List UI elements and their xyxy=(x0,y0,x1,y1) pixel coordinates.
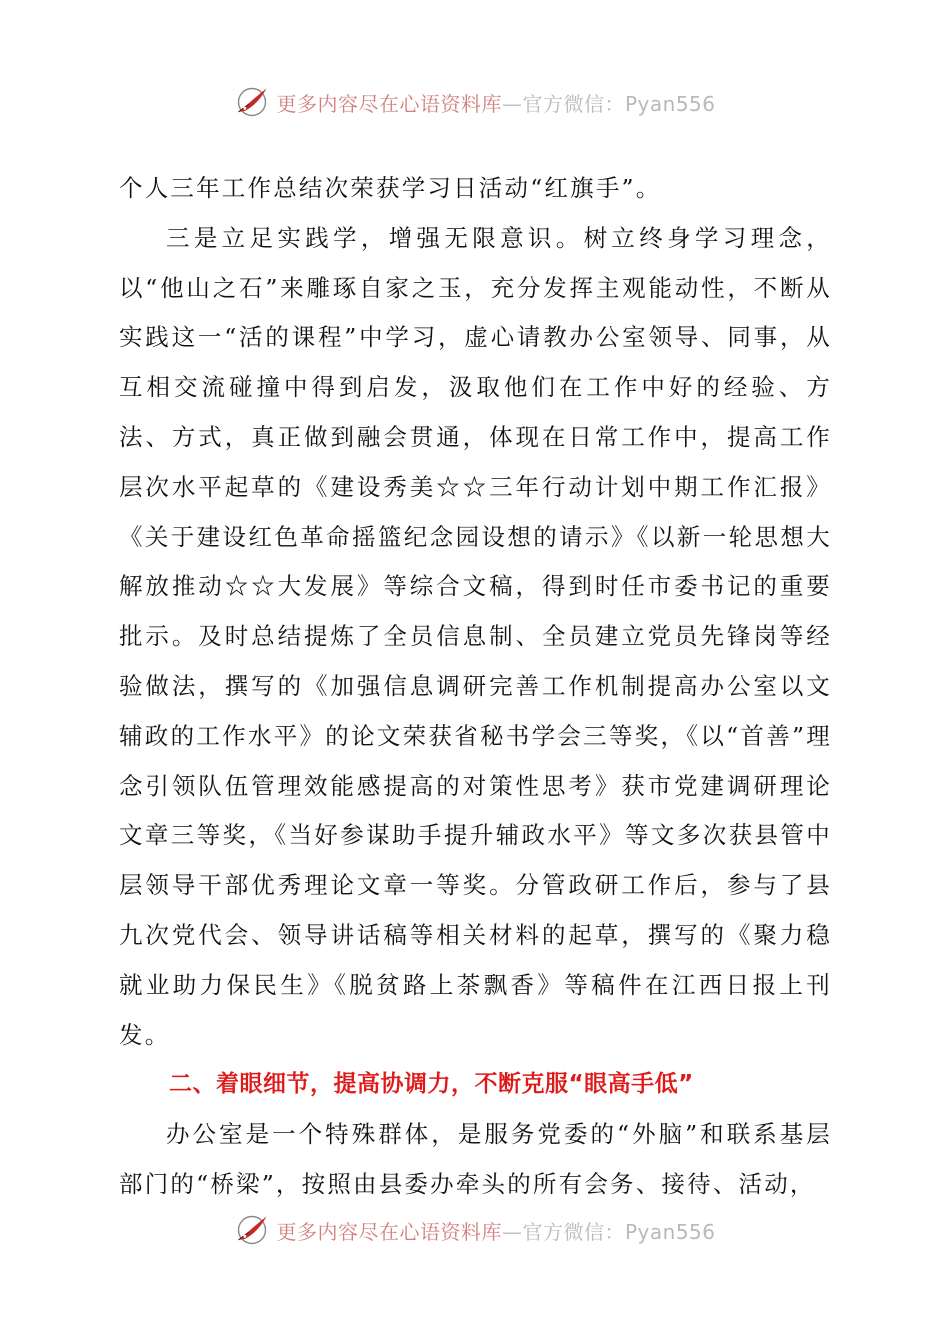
watermark-wechat-id: Pyan556 xyxy=(624,91,716,116)
footer-watermark xyxy=(0,1208,950,1252)
watermark-brand: 更多内容尽在心语资料库 xyxy=(276,91,502,116)
watermark-wechat-id: Pyan556 xyxy=(624,1219,716,1244)
watermark-wechat-label: 官方微信： xyxy=(522,1219,625,1244)
section-heading-2: 二、着眼细节，提高协调力，不断克服“眼高手低” xyxy=(169,1071,694,1098)
header-watermark xyxy=(0,80,950,124)
watermark-brand: 更多内容尽在心语资料库 xyxy=(276,1219,502,1244)
quill-pen-logo-icon xyxy=(234,1212,270,1248)
paragraph-practice-learning: 三是立足实践学，增强无限意识。树立终身学习理念，以“他山之石”来雕琢自家之玉，充分发挥主观能动性，不断从实践这一“活的课程”中学习，虚心请教办公室领导、同事，从互相交流碰撞中得到启发，汲取他们在工作中好的经验、方法、方式，真正做到融会贯通，体现在日常工作中，提高工作层次水平起草的《建设秀美☆☆三年行动计划中期工作汇报》《关于建设红色革命摇篮纪念园设想的请示》《以新一轮思想大解放推动☆☆大发展》等综合文稿，得到时任市委书记的重要批示。及时总结提炼了全员信息制、全员建立党员先锋岗等经验做法，撰写的《加强信息调研完善工作机制提高办公室以文辅政的工作水平》的论文荣获省秘书学会三等奖，《以“首善”理念引领队伍管理效能感提高的对策性思考》获市党建调研理论文章三等奖，《当好参谋助手提升辅政水平》等文多次获县管中层领导干部优秀理论文章一等奖。分管政研工作后，参与了县九次党代会、领导讲话稿等相关材料的起草，撰写的《聚力稳就业助力保民生》《脱贫路上茶飘香》等稿件在江西日报上刊发。 xyxy=(119,223,832,1049)
watermark-text xyxy=(276,1216,715,1245)
quill-pen-logo-icon xyxy=(234,84,270,120)
watermark-text xyxy=(276,88,715,117)
watermark-separator: — xyxy=(501,91,523,116)
paragraph-continued: 个人三年工作总结次荣获学习日活动“红旗手”。 xyxy=(119,174,662,202)
watermark-wechat-label: 官方微信： xyxy=(522,91,625,116)
paragraph-office-group: 办公室是一个特殊群体，是服务党委的“外脑”和联系基层部门的“桥梁”，按照由县委办牵头的所有会务、接待、活动， xyxy=(119,1120,832,1198)
watermark-separator: — xyxy=(501,1219,523,1244)
document-body xyxy=(119,164,832,1210)
